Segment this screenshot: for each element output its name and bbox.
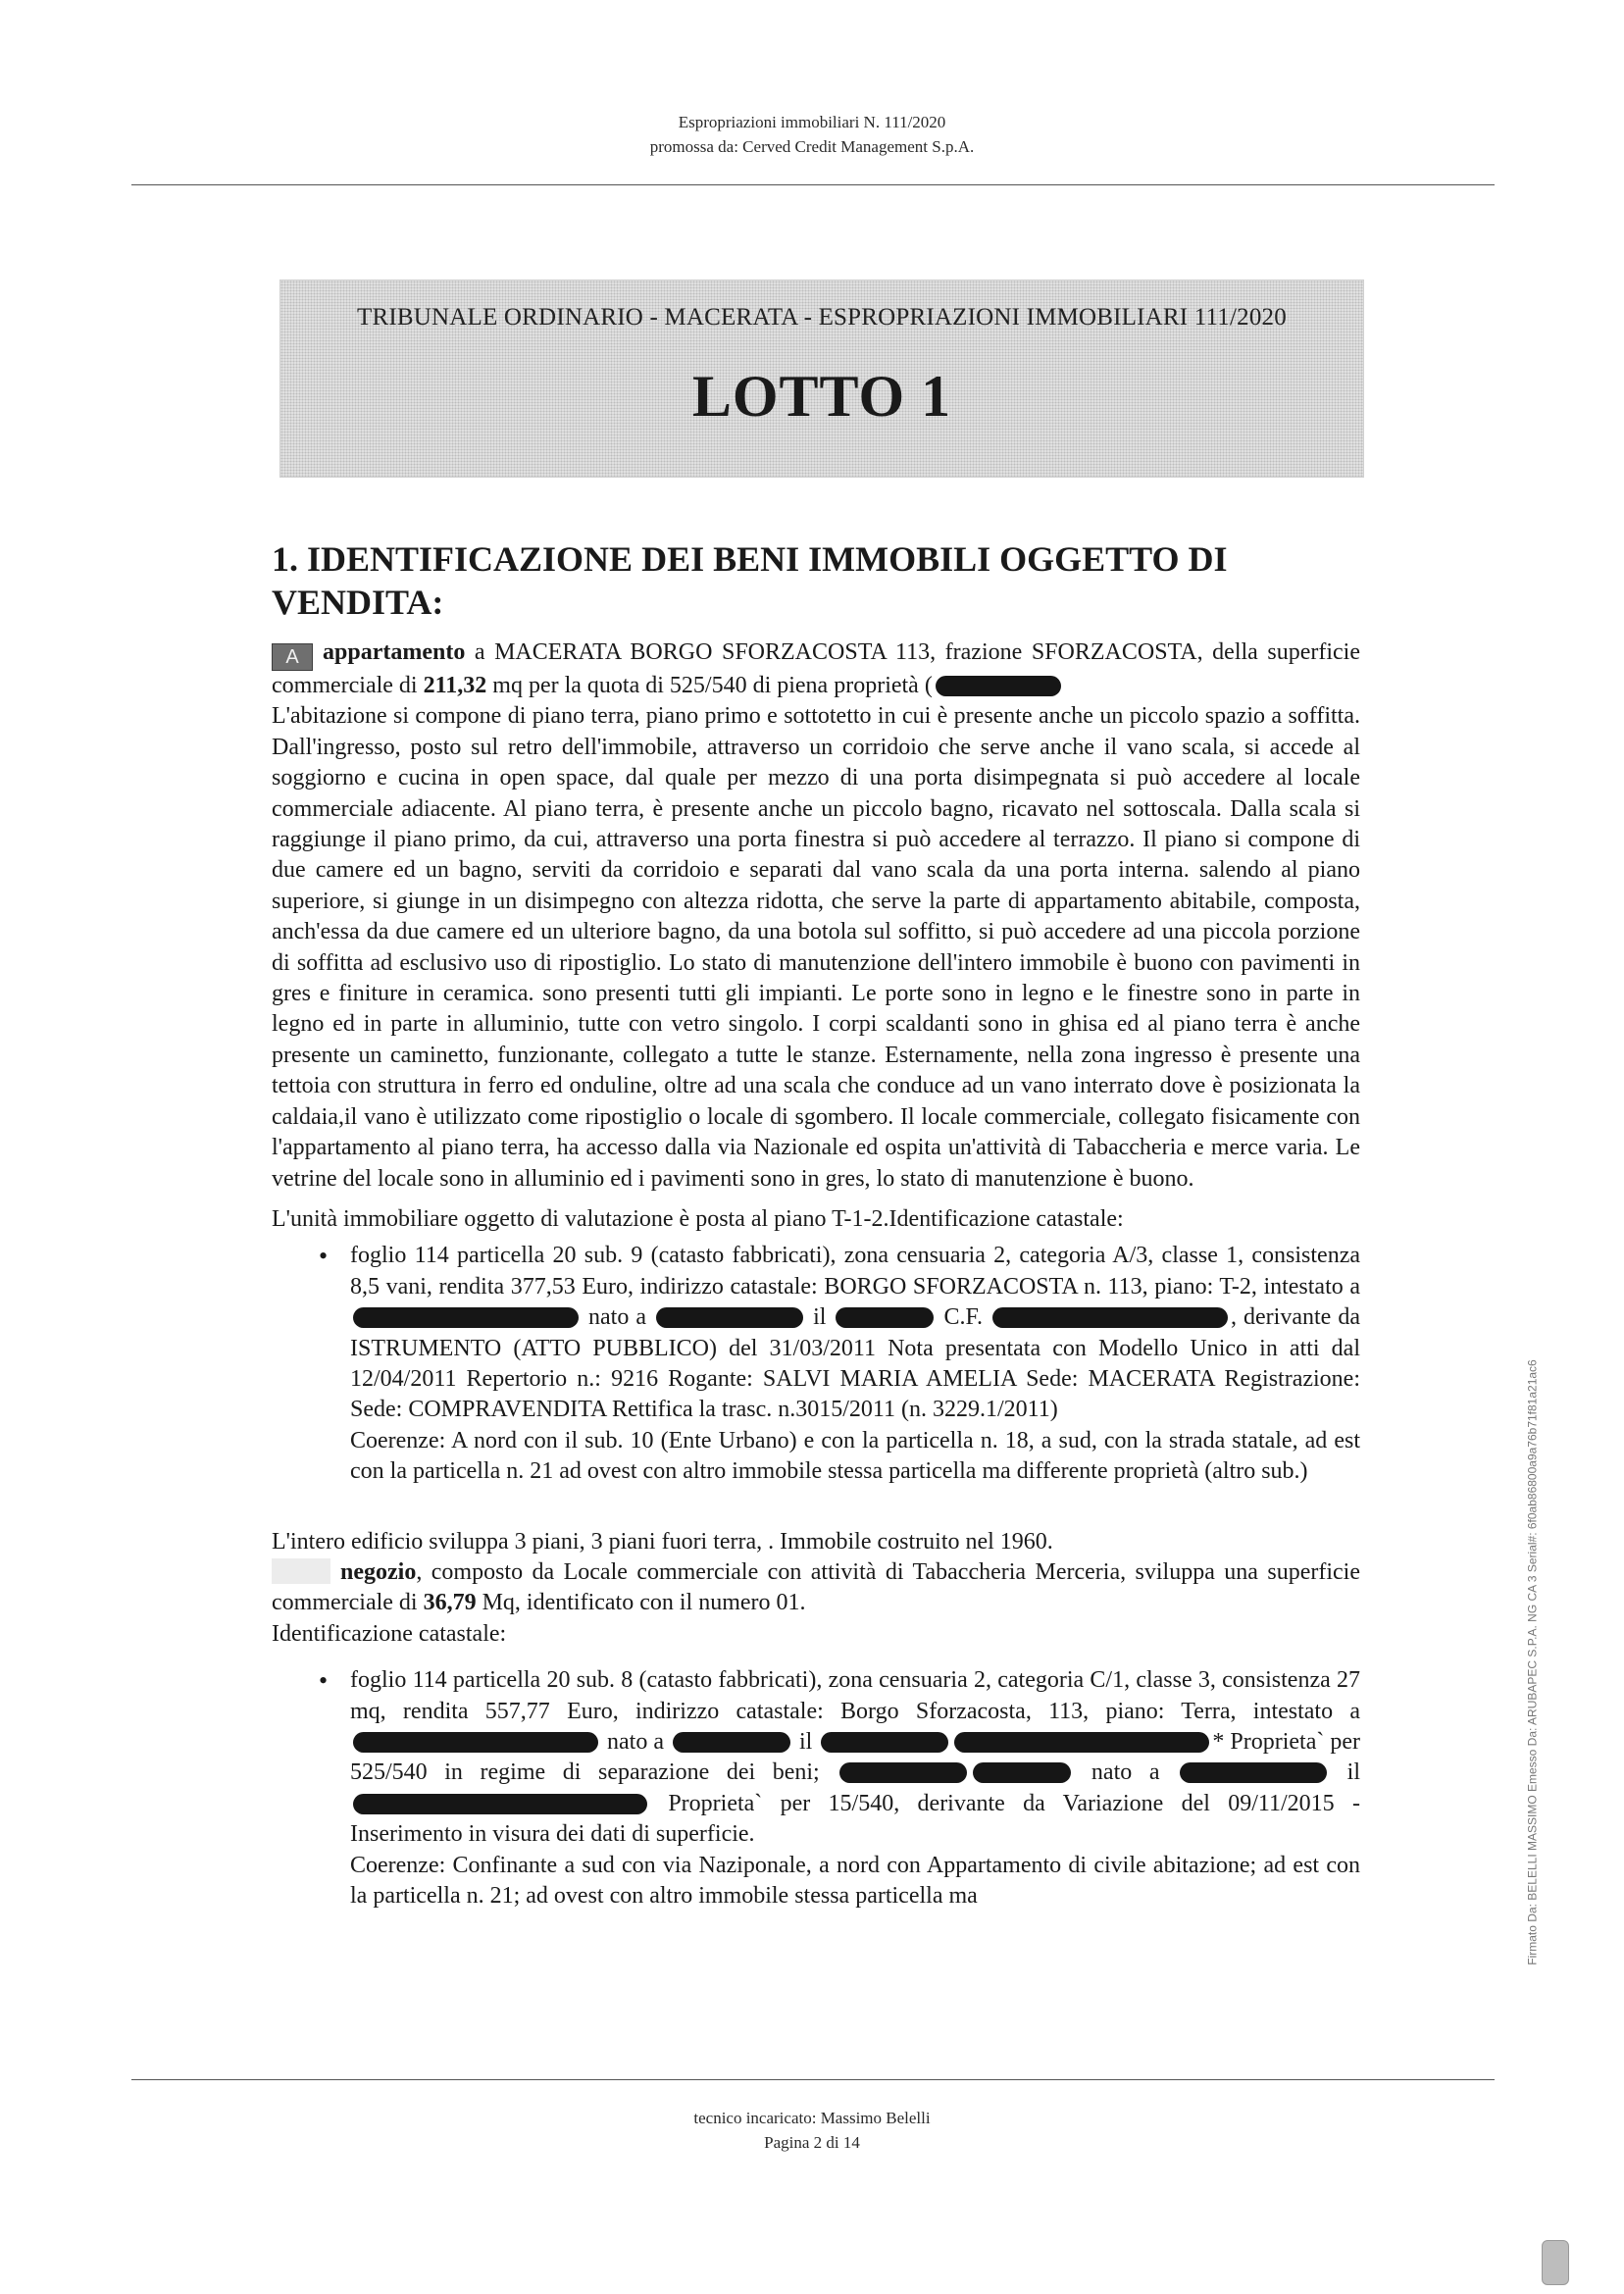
item-b-paragraph: negozio, composto da Locale commerciale con attività di Tabaccheria Merceria, sviluppa una superficie commerciale di 36,79 Mq, identificato con il numero 01. [272, 1558, 1360, 1616]
building-line: L'intero edificio sviluppa 3 piani, 3 piani fuori terra, . Immobile costruito nel 1960. [272, 1528, 1053, 1555]
redaction-mark [1180, 1762, 1327, 1783]
item-a-paragraph: A appartamento a MACERATA BORGO SFORZACOSTA 113, frazione SFORZACOSTA, della superficie commerciale di 211,32 mq per la quota di 525/540 di piena proprietà ( [272, 639, 1360, 698]
header-procedure: Espropriazioni immobiliari N. 111/2020 [678, 113, 946, 131]
list-item: • foglio 114 particella 20 sub. 8 (catasto fabbricati), zona censuaria 2, categoria C/1, classe 3, consistenza 27 mq, rendita 557,77 Euro, indirizzo catastale: Borgo Sforzacosta, 113, piano: Terra, intestato a nato a il * Proprieta` per 525/540 in regime di separazione dei beni; nato a il Proprieta` per 15/540, derivante da Variazione del 09/11/2015 - Inserimento in visura dei dati di superficie. Coerenze: Confinante a sud con via Naziponale, a nord con Appartamento di civile abitazione; ad est con la particella n. 21; ad ovest con altro immobile stessa particella ma [350, 1665, 1360, 1912]
redaction-mark [353, 1732, 598, 1753]
redaction-mark [673, 1732, 790, 1753]
page-footer [0, 2106, 1624, 2155]
floor-line: L'unità immobiliare oggetto di valutazione è posta al piano T-1-2.Identificazione catastale: [272, 1205, 1124, 1232]
page-body [272, 537, 1360, 1912]
binding-clip-mark [1542, 2240, 1569, 2285]
list-item: • foglio 114 particella 20 sub. 9 (catasto fabbricati), zona censuaria 2, categoria A/3, classe 1, consistenza 8,5 vani, rendita 377,53 Euro, indirizzo catastale: BORGO SFORZACOSTA n. 113, piano: T-2, intestato a nato a il C.F. , derivante da ISTRUMENTO (ATTO PUBBLICO) del 31/03/2011 Nota presentata con Modello Unico in atti dal 12/04/2011 Repertorio n.: 9216 Rogante: SALVI MARIA AMELIA Sede: MACERATA Registrazione: Sede: COMPRAVENDITA Rettifica la trasc. n.3015/2011 (n. 3229.1/2011) Coerenze: A nord con il sub. 10 (Ente Urbano) e con la particella n. 18, a sud, con la strada statale, ad est con la particella n. 21 ad ovest con altro immobile stessa particella ma differente proprietà (altro sub.) [350, 1241, 1360, 1487]
footer-divider [131, 2079, 1495, 2080]
redaction-mark [936, 676, 1061, 696]
item-a-cadastral-list [272, 1241, 1360, 1487]
item-a-area: 211,32 [423, 673, 487, 698]
item-b-coerenze: Coerenze: Confinante a sud con via Naziponale, a nord con Appartamento di civile abitazione; ad est con la particella n. 21; ad ovest con altro immobile stessa particella ma [350, 1852, 1360, 1910]
page-header [0, 110, 1624, 159]
lot-banner [279, 280, 1364, 478]
item-b-id-line: Identificazione catastale: [272, 1620, 507, 1647]
redaction-mark [839, 1762, 967, 1783]
redaction-mark [973, 1762, 1071, 1783]
item-b-type: negozio [340, 1558, 417, 1585]
header-divider [131, 184, 1495, 185]
item-b-area: 36,79 [423, 1590, 477, 1616]
header-promoter: promossa da: Cerved Credit Management S.p.A. [649, 137, 975, 156]
redaction-mark [821, 1732, 948, 1753]
signature-side-note: Firmato Da: BELELLI MASSIMO Emesso Da: ARUBAPEC S.P.A. NG CA 3 Serial#: 6f0ab86800a9a76b71f81a21ac6 [1526, 1359, 1541, 1965]
redaction-mark [954, 1732, 1209, 1753]
banner-title: LOTTO 1 [691, 364, 952, 429]
redaction-mark [836, 1307, 934, 1328]
section-heading: 1. IDENTIFICAZIONE DEI BENI IMMOBILI OGGETTO DI VENDITA: [272, 539, 1228, 622]
banner-subtitle: TRIBUNALE ORDINARIO - MACERATA - ESPROPRIAZIONI IMMOBILIARI 111/2020 [357, 304, 1287, 331]
item-a-marker: A [272, 643, 313, 671]
item-a-coerenze: Coerenze: A nord con il sub. 10 (Ente Urbano) e con la particella n. 18, a sud, con la strada statale, ad est con la particella n. 21 ad ovest con altro immobile stessa particella ma differente proprietà (altro sub.) [350, 1427, 1360, 1485]
redaction-mark [353, 1307, 579, 1328]
footer-technician: tecnico incaricato: Massimo Belelli [693, 2109, 931, 2127]
item-b-marker [272, 1558, 330, 1584]
footer-page-number: Pagina 2 di 14 [764, 2133, 860, 2152]
redaction-mark [656, 1307, 803, 1328]
item-b-cadastral-list [272, 1665, 1360, 1912]
item-a-type: appartamento [323, 639, 466, 665]
redaction-mark [353, 1794, 647, 1814]
item-a-description: L'abitazione si compone di piano terra, piano primo e sottotetto in cui è presente anche un piccolo spazio a soffitta. Dall'ingresso, posto sul retro dell'immobile, attraverso un corridoio che serve anche il vano scala, si accede al soggiorno e cucina in open space, dal quale per mezzo di una porta disimpegnata si può accedere al locale commerciale adiacente. Al piano terra, è presente anche un piccolo bagno, ricavato nel sottoscala. Dalla scala si raggiunge il piano primo, da cui, attraverso una porta finestra si può accedere al terrazzo. Il piano si compone di due camere ed un bagno, serviti da corridoio e separati dal vano scala da una porta interna. salendo al piano superiore, si giunge in un disimpegno con altezza ridotta, che serve la parte di appartamento abitabile, composta, anch'essa da due camere ed un ulteriore bagno, da una botola sul soffitto, si può accedere ad una piccola porzione di soffitta ad esclusivo uso di ripostiglio. Lo stato di manutenzione dell'intero immobile è buono con pavimenti in gres e finiture in ceramica. sono presenti tutti gli impianti. Le porte sono in legno e le finestre sono in parte in legno ed in parte in alluminio, tutte con vetro singolo. I corpi scaldanti sono in ghisa ed al piano terra è anche presente un caminetto, funzionante, collegato a tutte le stanze. Esternamente, nella zona ingresso è presente una tettoia con struttura in ferro ed onduline, oltre ad una scala che conduce ad un vano interrato dove è posizionata la caldaia,il vano è utilizzato come ripostiglio o locale di sgombero. Il locale commerciale, collegato fisicamente con l'appartamento al piano terra, ha accesso dalla via Nazionale ed ospita un'attività di Tabaccheria e merce varia. Le vetrine del locale sono in alluminio ed i pavimenti sono in gres, lo stato di manutenzione è buono. [272, 703, 1360, 1192]
redaction-mark [992, 1307, 1228, 1328]
